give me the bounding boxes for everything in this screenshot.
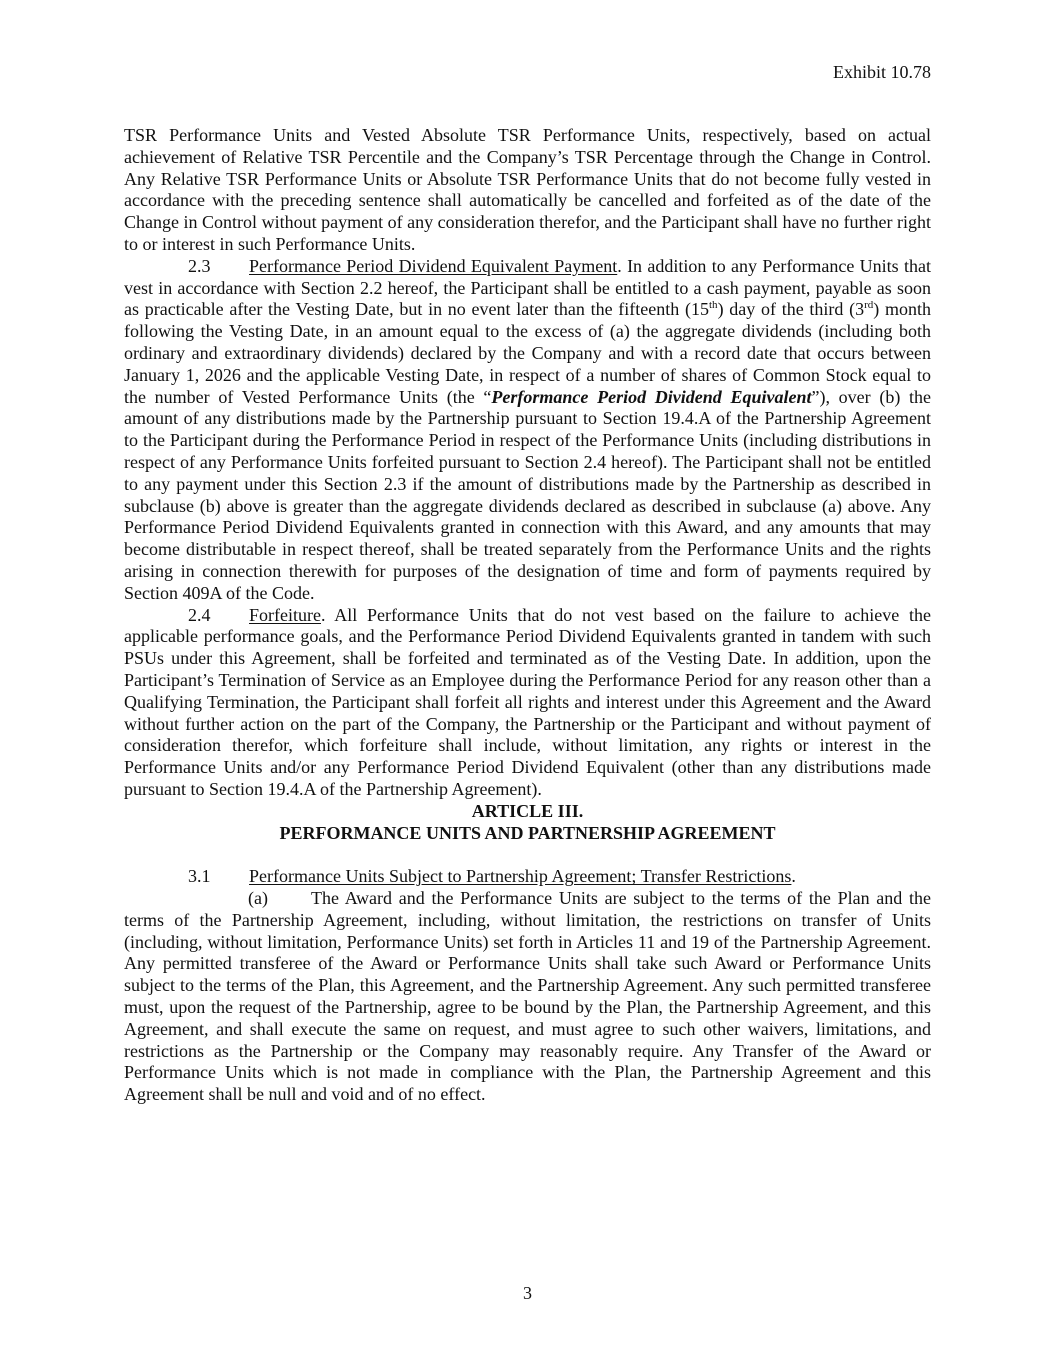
section-2-3-text-3: ) month following the Vesting Date, in an amount equal to the excess of (a) the aggregate dividends (including both ordinary and extraordinary dividends) declared by the Company and with a record date that occurs between January 1, 2026 and the applicable Vesting Date, in respect of a number of shares of Common Stock equal to the number of Vested Performance Units (the “ [124,299,931,407]
section-3-1-title: Performance Units Subject to Partnership Agreement; Transfer Restrictions [249,866,792,887]
article-subheading: PERFORMANCE UNITS AND PARTNERSHIP AGREEMENT [279,822,776,843]
superscript-rd: rd [864,299,874,312]
clause-3-1-a-text: The Award and the Performance Units are subject to the terms of the Plan and the terms of the Partnership Agreement, including, without limitation, the restrictions on transfer of Units (including, without limitation, Performance Units) set forth in Articles 11 and 19 of the Partnership Agreement. Any permitted transferee of the Award or Performance Units shall take such Award or Performance Units subject to the terms of the Plan, this Agreement, and the Partnership Agreement. Any such permitted transferee must, upon the request of the Partnership, agree to be bound by the Plan, the Partnership Agreement, and this Agreement, and shall execute the same on request, and must agree to such other waivers, limitations, and restrictions as the Partnership or the Company may reasonably require. Any Transfer of the Award or Performance Units which is not made in compliance with the Plan, the Partnership Agreement and this Agreement shall be null and void and of no effect. [124,888,931,1105]
section-2-4-text: . All Performance Units that do not vest based on the failure to achieve the applicable performance goals, and the Performance Period Dividend Equivalents granted in tandem with such PSUs under this Agreement, shall be forfeited and terminated as of the Vesting Date. In addition, upon the Participant’s Termination of Service as an Employee during the Performance Period for any reason other than a Qualifying Termination, the Participant shall forfeit all rights and interest under this Agreement and the Award without further action on the part of the Company, the Partnership or the Participant and without payment of consideration therefor, which forfeiture shall include, without limitation, any rights or interest in the Performance Units and/or any Performance Period Dividend Equivalent (other than any distributions made pursuant to Section 19.4.A of the Partnership Agreement). [124,604,931,799]
page-number: 3 [523,1283,532,1303]
section-2-4-paragraph [124,605,931,801]
section-2-3-title: Performance Period Dividend Equivalent Payment [249,255,618,276]
section-2-3-paragraph [124,256,931,605]
continuation-paragraph: TSR Performance Units and Vested Absolute TSR Performance Units, respectively, based on actual achievement of Relative TSR Percentile and the Company’s TSR Percentage through the Change in Control. Any Relative TSR Performance Units or Absolute TSR Performance Units that do not become fully vested in accordance with the preceding sentence shall automatically be cancelled and forfeited as of the date of the Change in Control without payment of any consideration therefor, and the Participant shall have no further right to or interest in such Performance Units. [124,125,931,254]
exhibit-label: Exhibit 10.78 [833,62,931,82]
section-3-1-number: 3.1 [188,866,211,887]
section-2-3-text-4: ”), over (b) the amount of any distributions made by the Partnership pursuant to Section 19.4.A of the Partnership Agreement to the Participant during the Performance Period in respect of the Performance Units (including distributions in respect of any Performance Units forfeited pursuant to Section 2.4 hereof). The Participant shall not be entitled to any payment under this Section 2.3 if the amount of distributions made by the Partnership as described in subclause (b) above is greater than the aggregate dividends declared as described in subclause (a) above. Any Performance Period Dividend Equivalents granted in connection with this Award, and any amounts that may become distributable in respect thereof, shall be treated separately from the Performance Units and the rights arising in connection therewith for purposes of the designation of time and form of payments required by Section 409A of the Code. [124,386,932,603]
superscript-th: th [709,299,718,312]
document-body [124,125,931,1106]
section-2-3-text-1: . In addition to any Performance Units that vest in accordance with Section 2.2 hereof, the Participant shall be entitled to a cash payment, payable as soon as practicable after the Vesting Date, but in no event later than the fifteenth (15 [124,255,931,320]
section-2-3-text-2: ) day of the third (3 [717,299,865,320]
section-3-1-trailing: . [791,866,796,887]
article-heading: ARTICLE III. [471,800,584,821]
section-2-3-number: 2.3 [188,255,211,276]
section-2-4-number: 2.4 [188,604,211,625]
defined-term: Performance Period Dividend Equivalent [491,386,812,407]
clause-3-1-a-label: (a) [248,888,268,909]
section-2-4-title: Forfeiture [249,604,321,625]
clause-3-1-a-paragraph [124,888,931,1106]
section-3-1-heading [124,866,931,888]
